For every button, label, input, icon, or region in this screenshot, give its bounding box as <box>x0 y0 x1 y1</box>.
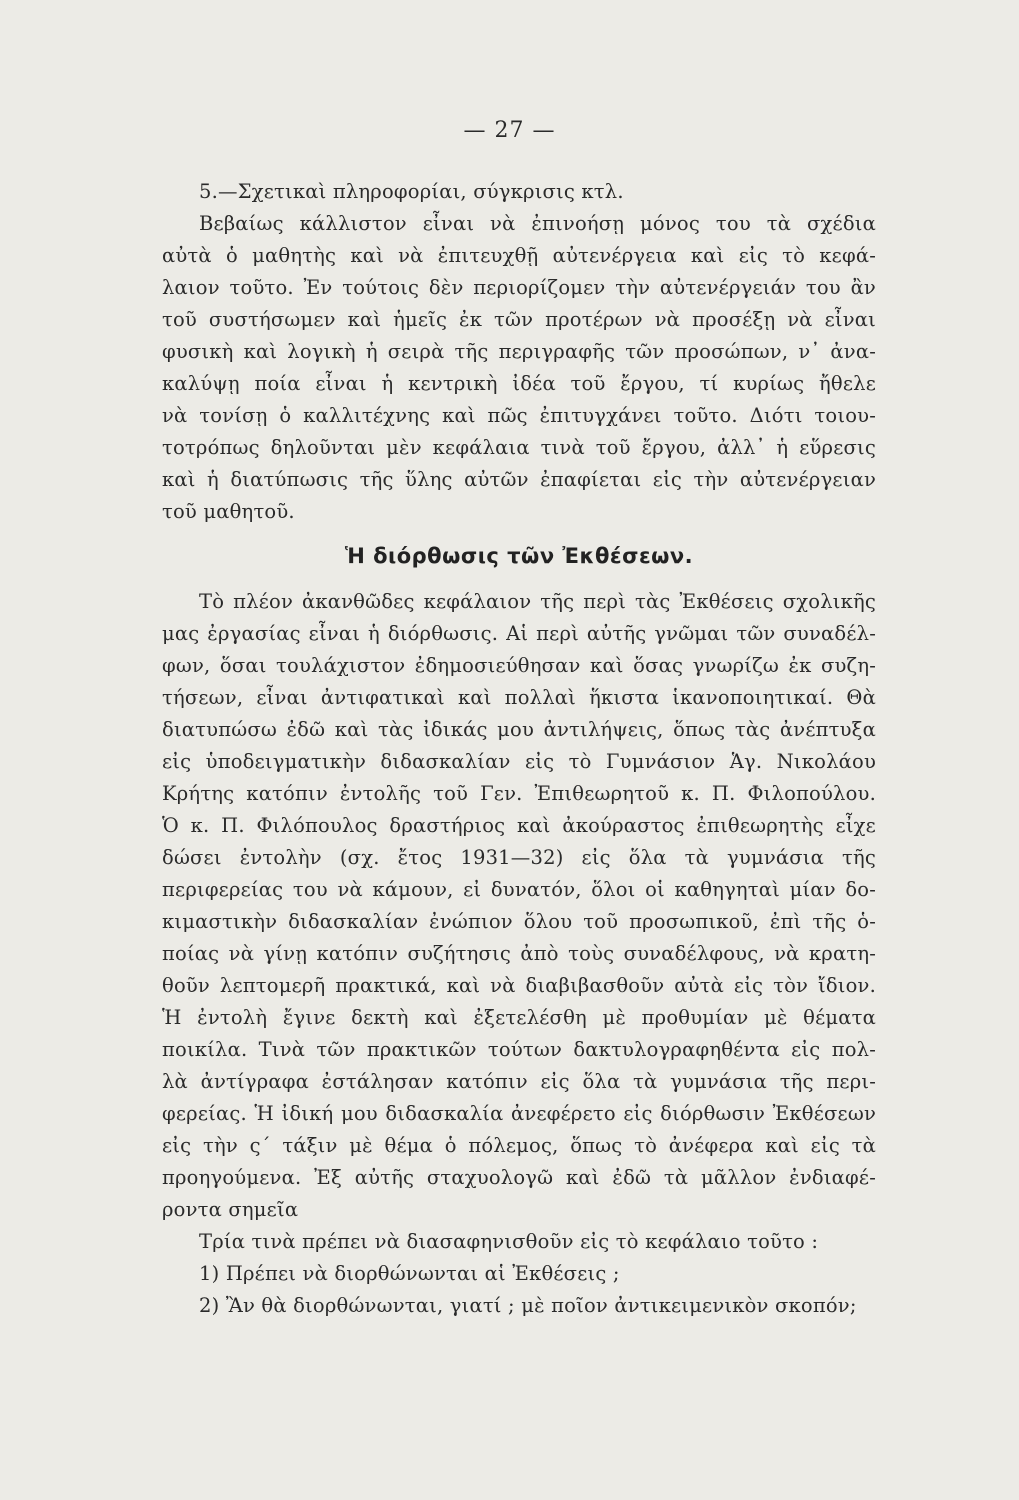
paragraph-line: προηγούμενα. Ἐξ αὐτῆς σταχυολογῶ καὶ ἐδῶ τὰ μᾶλλον ἐνδιαφέ- <box>162 1166 876 1189</box>
list-item: 1) Πρέπει νὰ διορθώνωνται αἱ Ἐκθέσεις ; <box>199 1262 620 1285</box>
paragraph-line: μας ἐργασίας εἶναι ἡ διόρθωσις. Αἱ περὶ αὐτῆς γνῶμαι τῶν συναδέλ- <box>162 622 876 645</box>
paragraph-line: τοῦ μαθητοῦ. <box>162 500 295 523</box>
paragraph-line: νὰ τονίσῃ ὁ καλλιτέχνης καὶ πῶς ἐπιτυγχάνει τοῦτο. Διότι τοιου- <box>162 404 876 427</box>
paragraph-line: Ὁ κ. Π. Φιλόπουλος δραστήριος καὶ ἀκούραστος ἐπιθεωρητὴς εἶχε <box>162 814 876 837</box>
paragraph-line: Βεβαίως κάλλιστον εἶναι νὰ ἐπινοήσῃ μόνος του τὰ σχέδια <box>199 212 876 235</box>
paragraph-line: τοτρόπως δηλοῦνται μὲν κεφάλαια τινὰ τοῦ ἔργου, ἀλλ᾽ ἡ εὕρεσις <box>162 436 876 459</box>
paragraph-line: λαιον τοῦτο. Ἐν τούτοις δὲν περιορίζομεν τὴν αὐτενέργειάν του ἂν <box>162 276 876 299</box>
paragraph-line: ροντα σημεῖα <box>162 1198 299 1221</box>
paragraph-line: Τρία τινὰ πρέπει νὰ διασαφηνισθοῦν εἰς τὸ κεφάλαιο τοῦτο : <box>199 1230 819 1253</box>
paragraph-line: τήσεων, εἶναι ἀντιφατικαὶ καὶ πολλαὶ ἥκιστα ἱκανοποιητικαί. Θὰ <box>162 686 876 709</box>
page-number: — 27 — <box>463 118 556 143</box>
paragraph-line: κιμαστικὴν διδασκαλίαν ἐνώπιον ὅλου τοῦ προσωπικοῦ, ἐπὶ τῆς ὁ- <box>162 910 876 933</box>
paragraph-line: δώσει ἐντολὴν (σχ. ἔτος 1931—32) εἰς ὅλα τὰ γυμνάσια τῆς <box>162 846 876 869</box>
paragraph-line: ποίας νὰ γίνῃ κατόπιν συζήτησις ἀπὸ τοὺς συναδέλφους, νὰ κρατη- <box>162 942 876 965</box>
paragraph-line: θοῦν λεπτομερῆ πρακτικά, καὶ νὰ διαβιβασθοῦν αὐτὰ εἰς τὸν ἴδιον. <box>162 974 876 997</box>
list-item: 2) Ἂν θὰ διορθώνωνται, γιατί ; μὲ ποῖον ἀντικειμενικὸν σκοπόν; <box>199 1294 857 1317</box>
paragraph-line: Τὸ πλέον ἀκανθῶδες κεφάλαιον τῆς περὶ τὰς Ἐκθέσεις σχολικῆς <box>199 590 876 613</box>
paragraph-line: διατυπώσω ἐδῶ καὶ τὰς ἰδικάς μου ἀντιλήψεις, ὅπως τὰς ἀνέπτυξα <box>162 718 876 741</box>
paragraph-line: ποικίλα. Τινὰ τῶν πρακτικῶν τούτων δακτυλογραφηθέντα εἰς πολ- <box>162 1038 876 1061</box>
paragraph-line: καλύψῃ ποία εἶναι ἡ κεντρικὴ ἰδέα τοῦ ἔργου, τί κυρίως ἤθελε <box>162 372 876 395</box>
paragraph-line: εἰς τὴν ς΄ τάξιν μὲ θέμα ὁ πόλεμος, ὅπως τὸ ἀνέφερα καὶ εἰς τὰ <box>162 1134 876 1157</box>
paragraph-line: φυσικὴ καὶ λογικὴ ἡ σειρὰ τῆς περιγραφῆς τῶν προσώπων, ν᾽ ἀνα- <box>162 340 876 363</box>
paragraph-line: καὶ ἡ διατύπωσις τῆς ὕλης αὐτῶν ἐπαφίεται εἰς τὴν αὐτενέργειαν <box>162 468 876 491</box>
paragraph-line: τοῦ συστήσωμεν καὶ ἡμεῖς ἐκ τῶν προτέρων νὰ προσέξῃ νὰ εἶναι <box>162 308 876 331</box>
paragraph-line: λὰ ἀντίγραφα ἐστάλησαν κατόπιν εἰς ὅλα τὰ γυμνάσια τῆς περι- <box>162 1070 876 1093</box>
paragraph-line: περιφερείας του νὰ κάμουν, εἰ δυνατόν, ὅλοι οἱ καθηγηταὶ μίαν δο- <box>162 878 876 901</box>
paragraph-line: αὐτὰ ὁ μαθητὴς καὶ νὰ ἐπιτευχθῇ αὐτενέργεια καὶ εἰς τὸ κεφά- <box>162 244 876 267</box>
paragraph-line: φων, ὅσαι τουλάχιστον ἐδημοσιεύθησαν καὶ ὅσας γνωρίζω ἐκ συζη- <box>162 654 876 677</box>
section-heading: Ἡ διόρθωσις τῶν Ἐκθέσεων. <box>344 544 694 568</box>
paragraph-line: φερείας. Ἡ ἰδική μου διδασκαλία ἀνεφέρετο εἰς διόρθωσιν Ἐκθέσεων <box>162 1102 876 1125</box>
paragraph-line: Κρήτης κατόπιν ἐντολῆς τοῦ Γεν. Ἐπιθεωρητοῦ κ. Π. Φιλοπούλου. <box>162 782 876 805</box>
section-title-line: 5.—Σχετικαὶ πληροφορίαι, σύγκρισις κτλ. <box>199 180 624 203</box>
text-body <box>162 176 876 1322</box>
paragraph-line: Ἡ ἐντολὴ ἔγινε δεκτὴ καὶ ἐξετελέσθη μὲ προθυμίαν μὲ θέματα <box>162 1006 876 1029</box>
paragraph-line: εἰς ὑποδειγματικὴν διδασκαλίαν εἰς τὸ Γυμνάσιον Ἁγ. Νικολάου <box>162 750 876 773</box>
